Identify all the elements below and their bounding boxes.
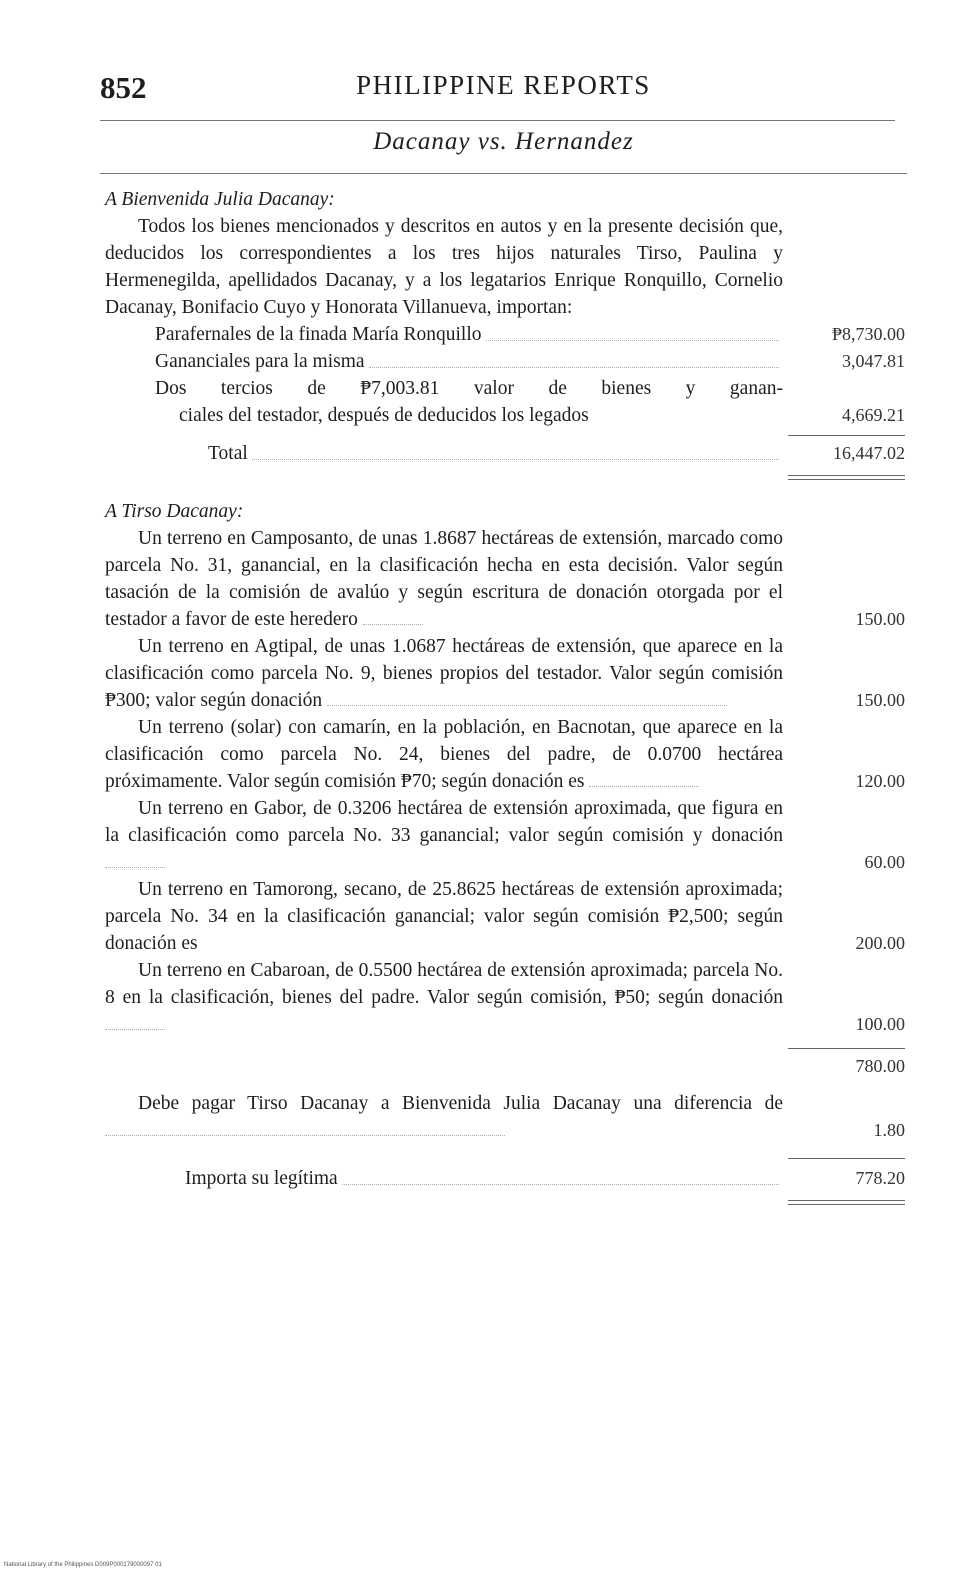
ledger-amount: ₱8,730.00 xyxy=(831,324,905,344)
subtotal-amount: 780.00 xyxy=(855,1056,905,1076)
legitima-amount: 778.20 xyxy=(855,1168,905,1188)
ledger-row-total xyxy=(105,440,905,467)
heading-tirso: A Tirso Dacanay: xyxy=(105,501,244,522)
property-amount: 100.00 xyxy=(855,1014,905,1034)
ledger-amount: 3,047.81 xyxy=(842,351,905,371)
property-item xyxy=(105,876,905,957)
property-amount: 200.00 xyxy=(855,933,905,953)
property-text: Un terreno en Agtipal, de unas 1.0687 hectáreas de extensión, que aparece en la clasificación como parcela No. 9, bienes propios del testador. Valor según comisión ₱300; valor según donación xyxy=(105,636,783,711)
ledger-label: Gananciales para la misma xyxy=(155,351,365,372)
running-title: PHILIPPINE REPORTS xyxy=(356,70,651,100)
property-amount: 60.00 xyxy=(864,852,905,872)
page-number: 852 xyxy=(100,70,147,105)
property-text: Un terreno en Tamorong, secano, de 25.8625 hectáreas de extensión aproximada; parcela No. 34 en la clasificación ganancial; valor según comisión ₱2,500; según donación es xyxy=(105,879,783,954)
ledger-amount: 4,669.21 xyxy=(842,405,905,425)
subtotal-row xyxy=(105,1053,905,1080)
intro-paragraph: Todos los bienes mencionados y descritos en autos y en la presente decisión que, deducidos los correspondientes a los tres hijos naturales Tirso, Paulina y Hermenegilda, apellidados Dacanay, y a los legatarios Enrique Ronquillo, Cornelio Dacanay, Bonifacio Cuyo y Honorata Villanueva, importan: xyxy=(105,216,783,318)
sum-rule xyxy=(788,435,905,436)
double-rule xyxy=(788,1200,905,1205)
property-text: Un terreno en Gabor, de 0.3206 hectárea de extensión aproximada, que figura en la clasificación como parcela No. 33 ganancial; valor según comisión y donación xyxy=(105,798,783,846)
case-title: Dacanay vs. Hernandez xyxy=(373,128,634,155)
footer-source: National Library of the Philippines D009P000179000097 01 xyxy=(4,1562,162,1568)
legitima-label: Importa su legítima xyxy=(185,1168,338,1189)
header-rule xyxy=(100,120,895,121)
ledger-row-parafernales xyxy=(105,321,905,348)
property-amount: 120.00 xyxy=(855,771,905,791)
property-amount: 150.00 xyxy=(855,609,905,629)
ledger-label-line1: Dos tercios de ₱7,003.81 valor de bienes y ganan- xyxy=(155,378,783,399)
total-amount: 16,447.02 xyxy=(833,443,905,463)
sum-rule xyxy=(788,1048,905,1049)
legitima-row xyxy=(105,1165,905,1192)
ledger-row-dos-tercios xyxy=(105,375,905,429)
difference-text: Debe pagar Tirso Dacanay a Bienvenida Julia Dacanay una diferencia de xyxy=(138,1093,783,1114)
property-item xyxy=(105,525,905,633)
ledger-row-gananciales xyxy=(105,348,905,375)
property-item xyxy=(105,795,905,876)
property-text: Un terreno (solar) con camarín, en la población, en Bacnotan, que aparece en la clasificación como parcela No. 24, bienes del padre, de 0.0700 hectárea próximamente. Valor según comisión ₱70; según donación es xyxy=(105,717,783,792)
sum-rule xyxy=(788,1158,905,1159)
ledger-label: Parafernales de la finada María Ronquillo xyxy=(155,324,482,345)
property-text: Un terreno en Camposanto, de unas 1.8687 hectáreas de extensión, marcado como parcela No. 31, ganancial, en la clasificación hecha en esta decisión. Valor según tasación de la comisión de avalúo y según escritura de donación otorgada por el testador a favor de este heredero xyxy=(105,528,783,630)
property-item xyxy=(105,633,905,714)
ledger-label-line2: ciales del testador, después de deducidos los legados xyxy=(179,405,589,426)
difference-amount: 1.80 xyxy=(873,1120,905,1140)
heading-bienvenida: A Bienvenida Julia Dacanay: xyxy=(105,189,335,210)
difference-row xyxy=(105,1090,905,1144)
property-item xyxy=(105,714,905,795)
property-text: Un terreno en Cabaroan, de 0.5500 hectárea de extensión aproximada; parcela No. 8 en la clasificación, bienes del padre. Valor según comisión, ₱50; según donación xyxy=(105,960,783,1008)
property-item xyxy=(105,957,905,1038)
case-title-rule xyxy=(100,173,907,174)
total-label: Total xyxy=(208,443,248,464)
property-amount: 150.00 xyxy=(855,690,905,710)
page-body xyxy=(105,186,905,1205)
